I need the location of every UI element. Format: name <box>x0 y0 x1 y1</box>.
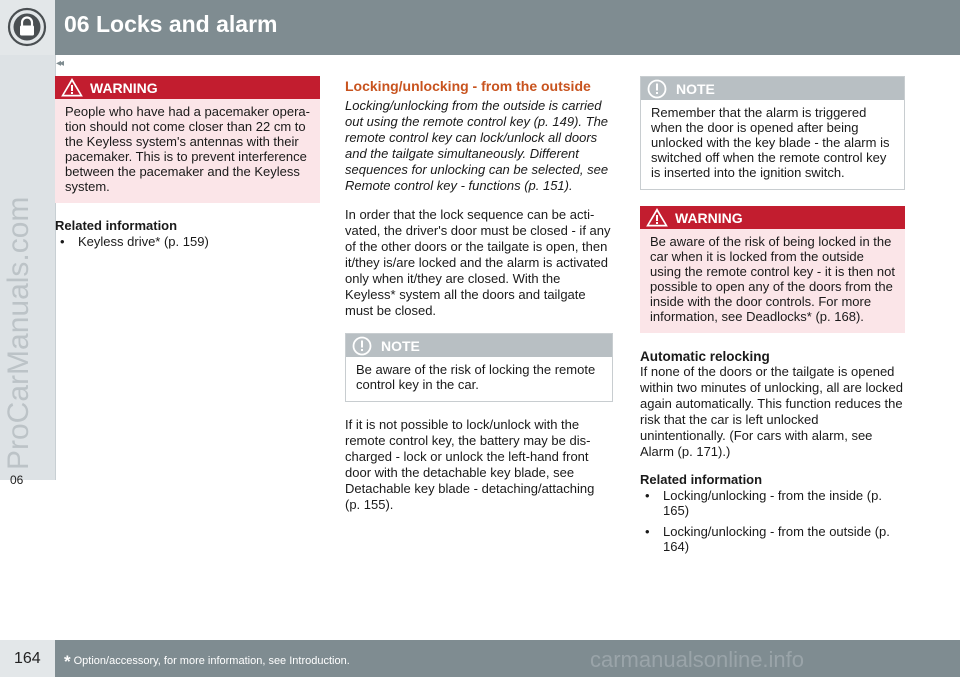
info-icon <box>647 79 667 99</box>
column-3 <box>640 76 905 554</box>
page-number-box <box>0 640 55 677</box>
note-box-header <box>641 77 904 100</box>
page-footer <box>0 640 960 677</box>
footnote-text: Option/accessory, for more information, see Introduction. <box>73 655 350 667</box>
related-link-unlock-inside[interactable]: • Locking/unlocking - from the inside (p. 165) <box>640 488 905 518</box>
lock-sequence-text: In order that the lock sequence can be acti-vated, the driver's door must be closed - if any of the other doors or the tailgate is open, then it/they is/are locked and the alarm is activated only when it/they are closed. With the Keyless* system all the doors and tailgate must be closed. <box>345 207 611 318</box>
page-title: 06 Locks and alarm <box>64 11 278 37</box>
chapter-tab-label: 06 <box>10 473 24 487</box>
intro-text: Locking/unlocking from the outside is carried out using the remote control key (p. 149). The remote control key can lock/unlock all doors and the tailgate simultaneously. Different sequences for unlocking can be selected, see Remote control key - functions (p. 151). <box>345 98 609 193</box>
warning-text: Be aware of the risk of being locked in the car when it is locked from the outside using the remote control key - it is then not possible to open any of the doors from the inside with the door controls. For more information, see Deadlocks* (p. 168). <box>650 234 895 324</box>
warning-box-header <box>640 206 905 229</box>
related-information-heading: Related information <box>640 472 763 487</box>
related-information-heading: Related information <box>55 218 178 233</box>
related-link-keyless-drive[interactable]: • Keyless drive* (p. 159) <box>55 234 320 249</box>
battery-text: If it is not possible to lock/unlock with the remote control key, the battery may be dis-charged - lock or unlock the left-hand front door with the detachable key blade, see Detachable key blade - detaching/attaching (p. 155). <box>345 417 595 512</box>
column-1 <box>55 76 320 249</box>
footer-watermark: carmanualsonline.info <box>590 647 805 672</box>
related-list <box>55 234 320 249</box>
warning-box-header <box>55 76 320 99</box>
note-title: NOTE <box>676 81 715 97</box>
note-title: NOTE <box>381 338 420 354</box>
warning-text: People who have had a pacemaker opera-tion should not come closer than 22 cm to the Keyless system's antennas with their pacemaker. This is to prevent interference between the pacemaker and the Keyless system. <box>65 104 310 194</box>
warning-title: WARNING <box>90 80 158 96</box>
note-text: Be aware of the risk of locking the remote control key in the car. <box>356 362 596 392</box>
warning-title: WARNING <box>675 210 743 226</box>
column-2 <box>345 76 613 513</box>
automatic-relocking-text: If none of the doors or the tailgate is opened within two minutes of unlocking, all are locked again automatically. This function reduces the risk that the car is left unlocked unintentionally. (For cars with alarm, see Alarm (p. 171).) <box>640 364 904 459</box>
related-list <box>640 488 905 554</box>
page-number: 164 <box>14 650 41 667</box>
info-icon <box>352 336 372 356</box>
lock-icon <box>7 7 47 47</box>
header-icon-box <box>0 0 55 55</box>
section-heading: Locking/unlocking - from the outside <box>345 78 591 94</box>
related-link-unlock-outside[interactable]: • Locking/unlocking - from the outside (p. 164) <box>640 524 905 554</box>
warning-box <box>640 206 905 333</box>
side-watermark: ProCarManuals.com <box>2 196 35 470</box>
note-box <box>345 333 613 402</box>
automatic-relocking-heading: Automatic relocking <box>640 349 770 364</box>
page-header <box>0 0 960 55</box>
footnote <box>64 652 350 672</box>
warning-box <box>55 76 320 203</box>
footnote-star: * <box>64 652 71 671</box>
warning-triangle-icon <box>61 78 83 97</box>
back-arrows-icon[interactable]: ◂◂ <box>56 58 63 69</box>
note-text: Remember that the alarm is triggered when the door is opened after being unlocked with the key blade - the alarm is switched off when the remote control key is inserted into the ignition switch. <box>651 105 890 180</box>
warning-triangle-icon <box>646 208 668 227</box>
note-box-header <box>346 334 612 357</box>
note-box <box>640 76 905 190</box>
